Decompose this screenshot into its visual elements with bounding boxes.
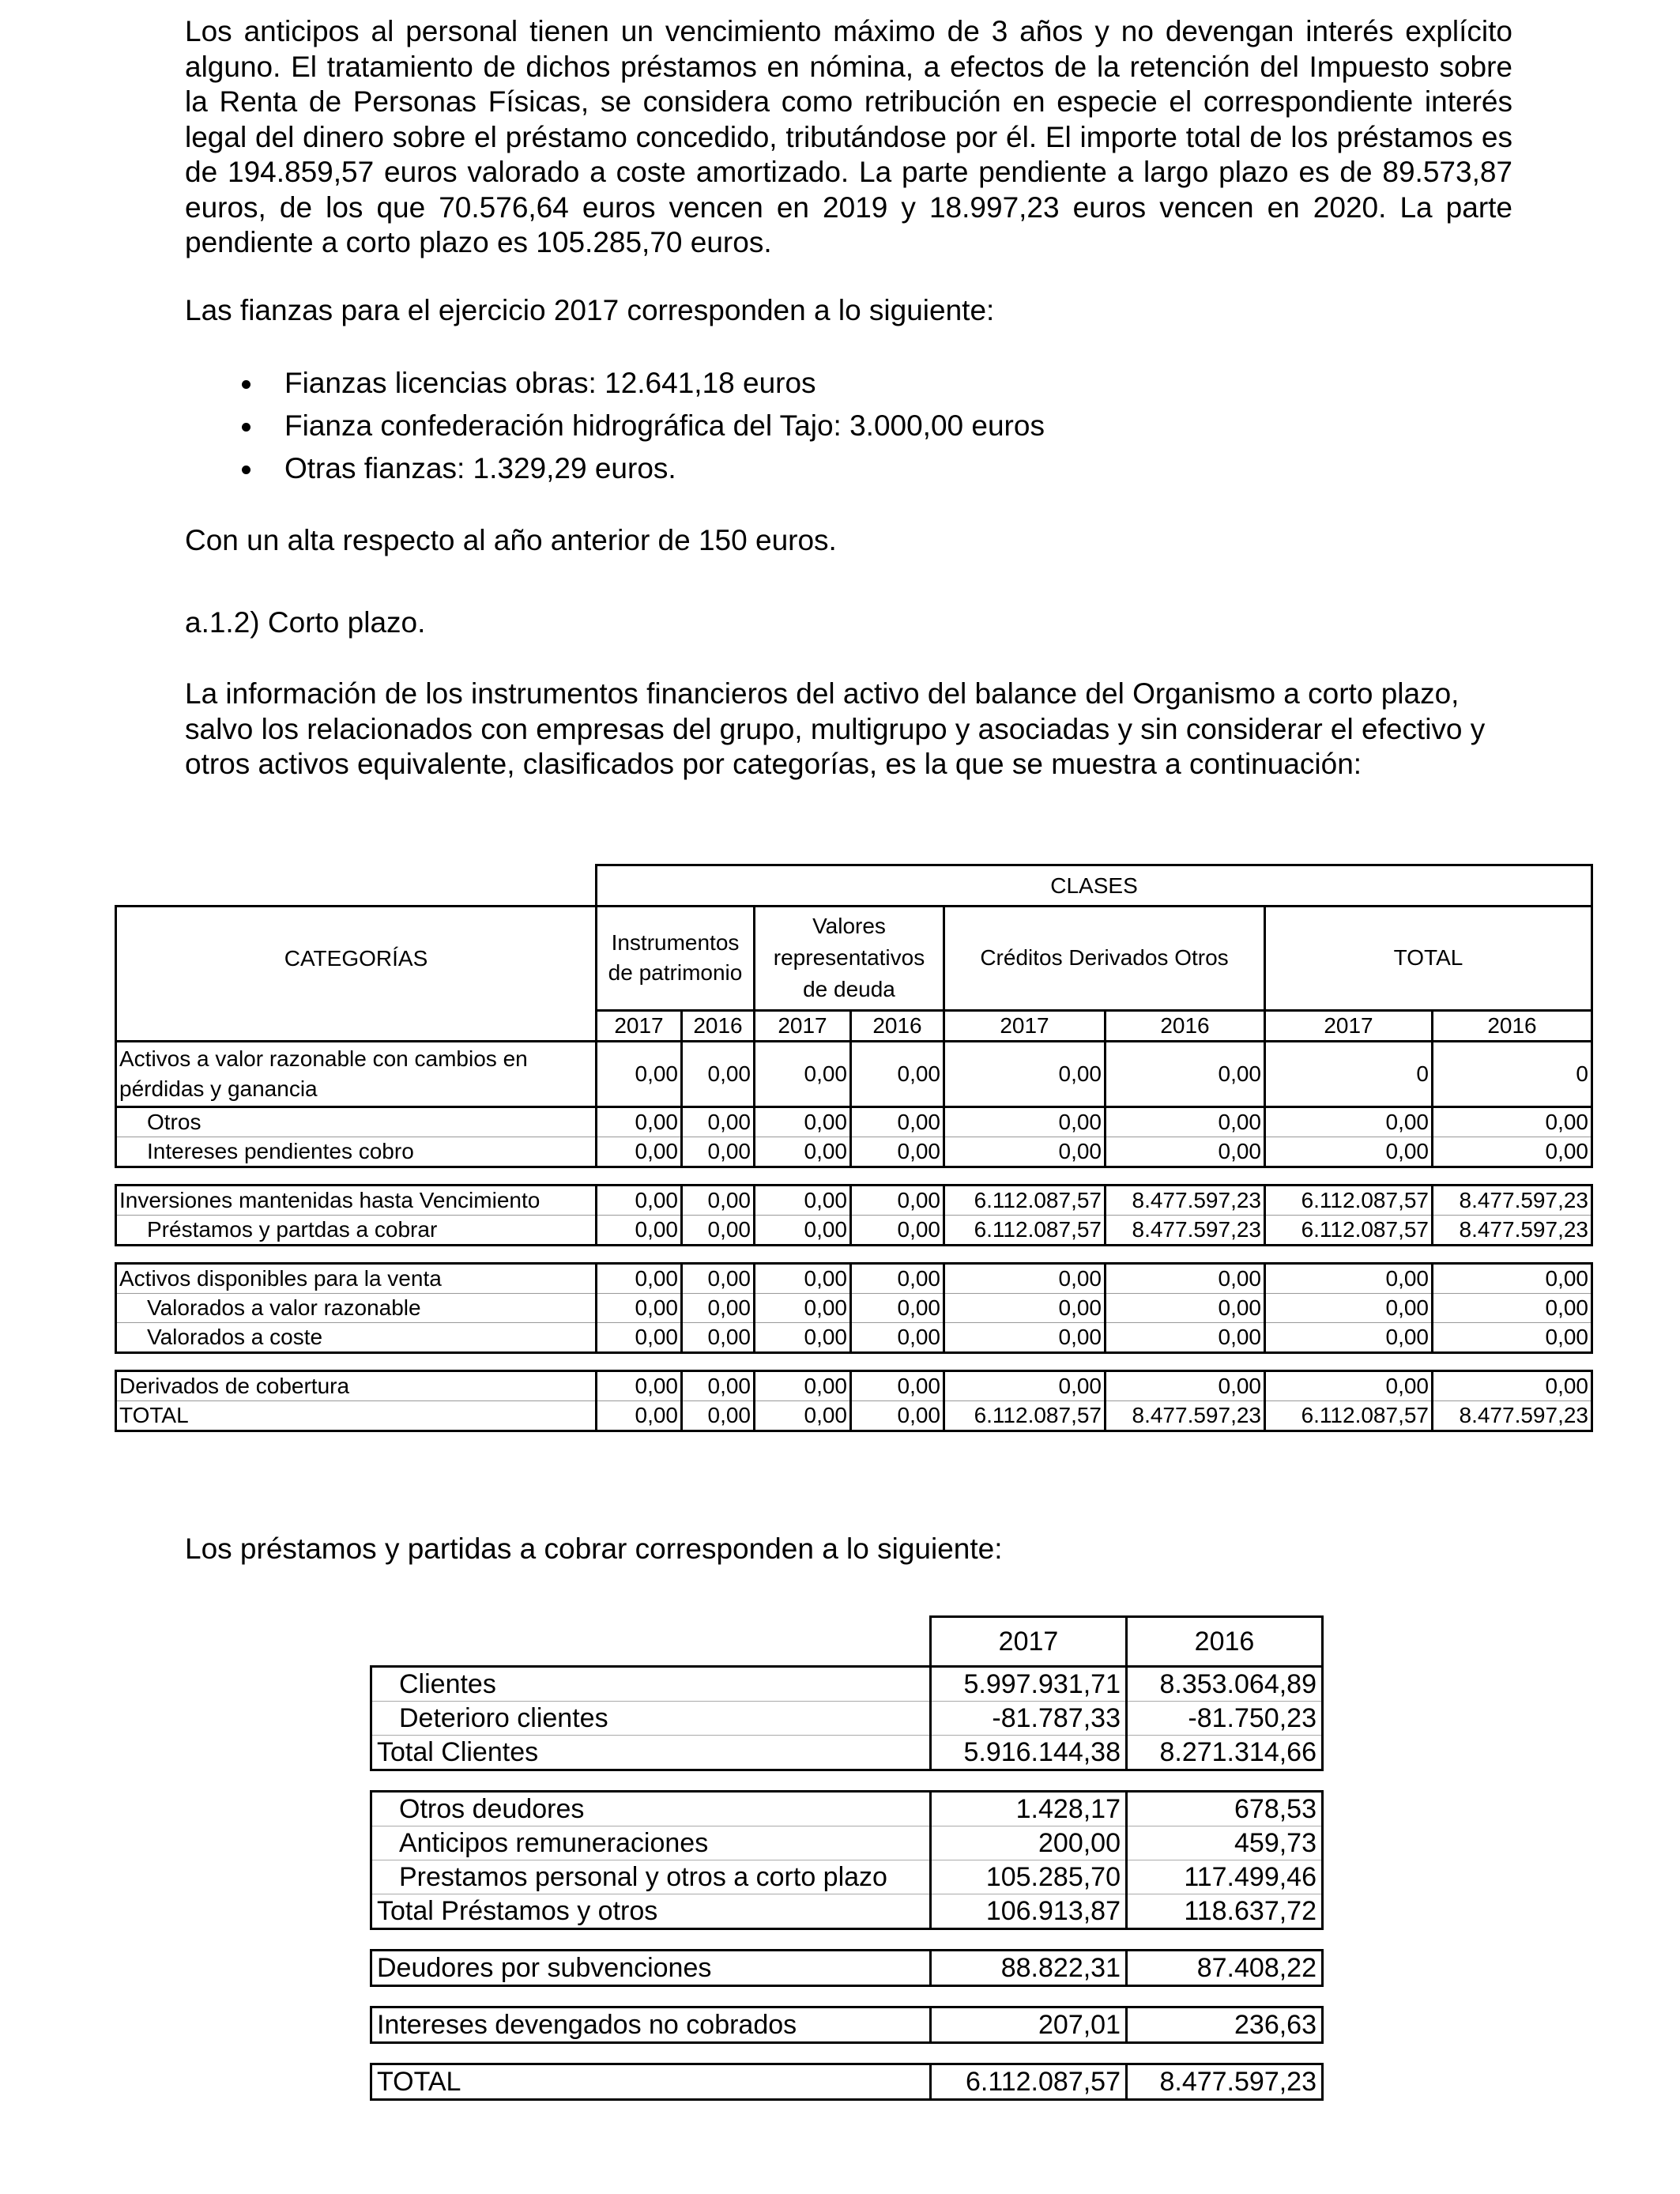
- table-row: Activos disponibles para la venta 0,00 0,00 0,00 0,00 0,00 0,00 0,00 0,00: [116, 1263, 1592, 1293]
- table-row: Valorados a valor razonable 0,00 0,00 0,00 0,00 0,00 0,00 0,00 0,00: [116, 1293, 1592, 1322]
- year-header: 2016: [682, 1010, 755, 1041]
- table-row: Derivados de cobertura 0,00 0,00 0,00 0,00 0,00 0,00 0,00 0,00: [116, 1370, 1592, 1400]
- table-row: Otros 0,00 0,00 0,00 0,00 0,00 0,00 0,00 0,00: [116, 1106, 1592, 1137]
- table-row: Prestamos personal y otros a corto plazo 105.285,70 117.499,46: [371, 1860, 1323, 1894]
- col-valores: Valores representativos de deuda: [755, 907, 944, 1011]
- table-row: Total Clientes 5.916.144,38 8.271.314,66: [371, 1736, 1323, 1770]
- year-header: 2017: [1265, 1010, 1433, 1041]
- year-header: 2017: [755, 1010, 851, 1041]
- section-heading: a.1.2) Corto plazo.: [185, 606, 426, 639]
- table-row: Valorados a coste 0,00 0,00 0,00 0,00 0,00 0,00 0,00 0,00: [116, 1322, 1592, 1352]
- year-header: 2016: [1433, 1010, 1592, 1041]
- list-item: Otras fianzas: 1.329,29 euros.: [185, 447, 1045, 490]
- table-row: Otros deudores 1.428,17 678,53: [371, 1792, 1323, 1826]
- table-row: Total Préstamos y otros 106.913,87 118.637,72: [371, 1894, 1323, 1929]
- bullet-icon: [242, 380, 250, 389]
- table-row: Inversiones mantenidas hasta Vencimiento 0,00 0,00 0,00 0,00 6.112.087,57 8.477.597,23 6.112.087,57 8.477.597,23: [116, 1185, 1592, 1215]
- clases-header: CLASES: [597, 865, 1592, 907]
- categorias-header: CATEGORÍAS: [116, 907, 597, 1011]
- table-row: TOTAL 0,00 0,00 0,00 0,00 6.112.087,57 8.477.597,23 6.112.087,57 8.477.597,23: [116, 1400, 1592, 1431]
- paragraph-alta: Con un alta respecto al año anterior de 150 euros.: [185, 524, 837, 556]
- table-row: Deudores por subvenciones 88.822,31 87.408,22: [371, 1951, 1323, 1986]
- fianzas-list: [185, 362, 1045, 490]
- table-row: Deterioro clientes -81.787,33 -81.750,23: [371, 1702, 1323, 1736]
- paragraph-prestamos: Los préstamos y partidas a cobrar corresponden a lo siguiente:: [185, 1532, 1003, 1565]
- table-row: Anticipos remuneraciones 200,00 459,73: [371, 1826, 1323, 1860]
- prestamos-table: [370, 1615, 1324, 2101]
- col-creditos: Créditos Derivados Otros: [944, 907, 1265, 1011]
- year-header: 2017: [597, 1010, 682, 1041]
- col-total: TOTAL: [1265, 907, 1592, 1011]
- paragraph-anticipos: Los anticipos al personal tienen un vencimiento máximo de 3 años y no devengan interés explícito alguno. El tratamiento de dichos préstamos en nómina, a efectos de la retención del Impuesto sobre la Renta de Personas Físicas, se considera como retribución en especie el correspondiente interés legal del dinero sobre el préstamo concedido, tributándose por él. El importe total de los préstamos es de 194.859,57 euros valorado a coste amortizado. La parte pendiente a largo plazo es de 89.573,87 euros, de los que 70.576,64 euros vencen en 2019 y 18.997,23 euros vencen en 2020. La parte pendiente a corto plazo es 105.285,70 euros.: [185, 15, 1512, 258]
- instruments-table: [115, 864, 1593, 1432]
- year-header: 2016: [1127, 1617, 1323, 1667]
- table-row: Intereses devengados no cobrados 207,01 236,63: [371, 2007, 1323, 2043]
- table-row: Intereses pendientes cobro 0,00 0,00 0,00 0,00 0,00 0,00 0,00 0,00: [116, 1137, 1592, 1167]
- list-item: Fianza confederación hidrográfica del Tajo: 3.000,00 euros: [185, 405, 1045, 447]
- table-row: Activos a valor razonable con cambios en pérdidas y ganancia 0,00 0,00 0,00 0,00 0,00 0,00 0 0: [116, 1041, 1592, 1106]
- list-item: Fianzas licencias obras: 12.641,18 euros: [185, 362, 1045, 405]
- paragraph-corto-plazo: La información de los instrumentos financieros del activo del balance del Organismo a corto plazo, salvo los relacionados con empresas del grupo, multigrupo y asociadas y sin considerar el efectivo y otros activos equivalente, clasificados por categorías, es la que se muestra a continuación:: [185, 677, 1486, 780]
- year-header: 2016: [851, 1010, 944, 1041]
- table-row: Préstamos y partdas a cobrar 0,00 0,00 0,00 0,00 6.112.087,57 8.477.597,23 6.112.087,57 8.477.597,23: [116, 1215, 1592, 1245]
- table-row: TOTAL 6.112.087,57 8.477.597,23: [371, 2064, 1323, 2100]
- col-instrumentos: Instrumentos de patrimonio: [597, 907, 755, 1011]
- bullet-icon: [242, 466, 250, 474]
- year-header: 2017: [944, 1010, 1106, 1041]
- table-row: Clientes 5.997.931,71 8.353.064,89: [371, 1667, 1323, 1702]
- bullet-icon: [242, 423, 250, 432]
- paragraph-fianzas-intro: Las fianzas para el ejercicio 2017 corresponden a lo siguiente:: [185, 294, 995, 326]
- year-header: 2017: [931, 1617, 1127, 1667]
- year-header: 2016: [1106, 1010, 1265, 1041]
